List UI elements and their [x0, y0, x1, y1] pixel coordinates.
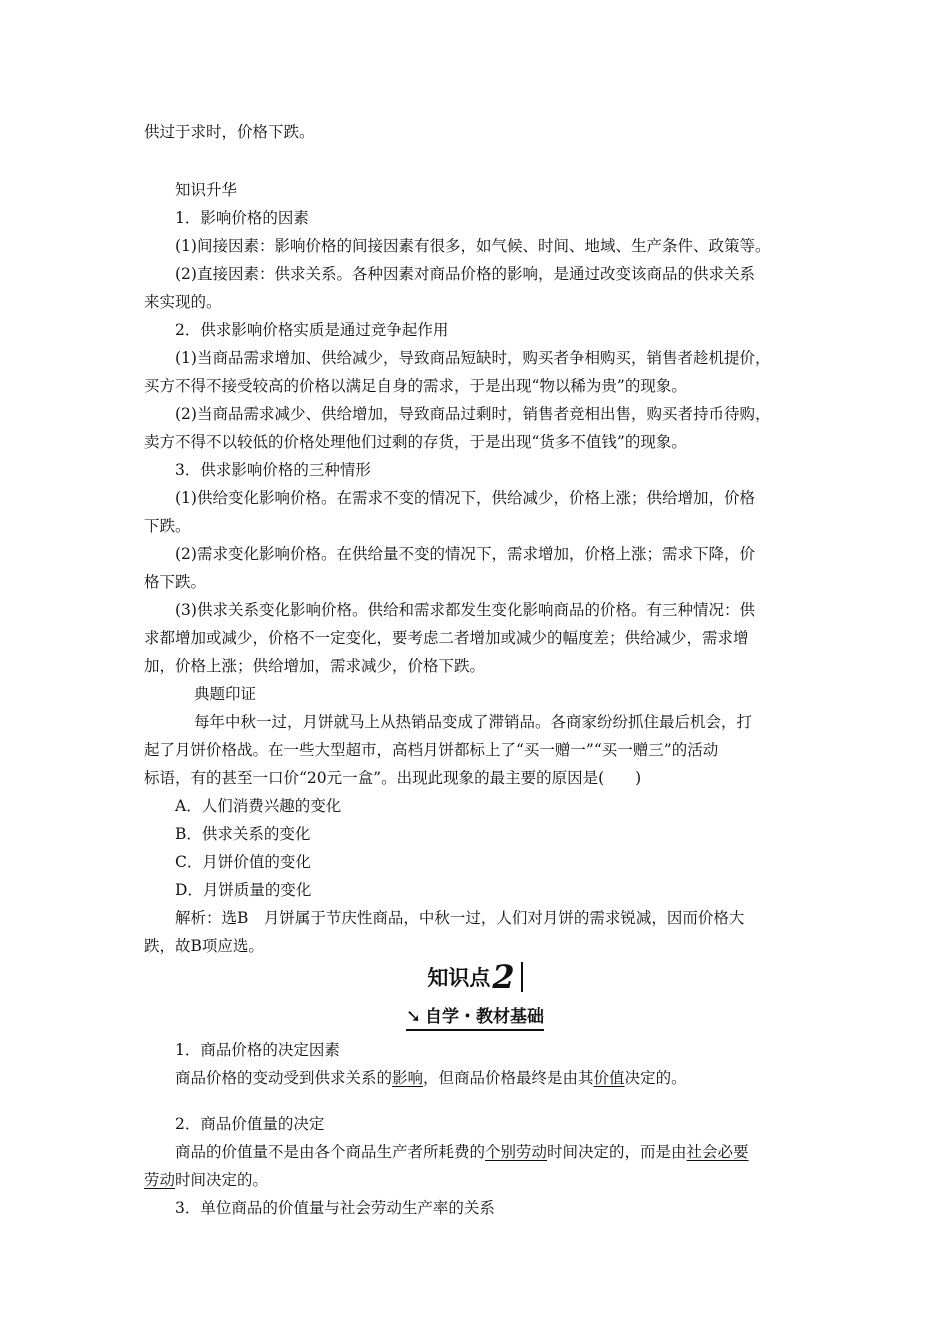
text-line: (1)间接因素：影响价格的间接因素有很多，如气候、时间、地域、生产条件、政策等。 — [175, 237, 771, 255]
option-c: C．月饼价值的变化 — [175, 853, 311, 871]
heading-item-3: 3．单位商品的价值量与社会劳动生产率的关系 — [175, 1199, 495, 1217]
text-line: (1)当商品需求增加、供给减少，导致商品短缺时，购买者争相购买，销售者趁机提价， — [175, 349, 771, 367]
fill-in-sentence: 商品价格的变动受到供求关系的影响，但商品价格最终是由其价值决定的。 — [175, 1069, 687, 1087]
fill-in-sentence: 劳动时间决定的。 — [144, 1171, 269, 1189]
question-text: 每年中秋一过，月饼就马上从热销品变成了滞销品。各商家纷纷抓住最后机会，打 — [194, 713, 753, 731]
text-line: (1)供给变化影响价格。在需求不变的情况下，供给减少，价格上涨；供给增加，价格 — [175, 489, 755, 507]
text-line: 卖方不得不以较低的价格处理他们过剩的存货，于是出现“货多不值钱”的现象。 — [144, 433, 687, 451]
text-line: 买方不得不接受较高的价格以满足自身的需求，于是出现“物以稀为贵”的现象。 — [144, 377, 687, 395]
option-d: D．月饼质量的变化 — [175, 881, 312, 899]
heading-item-1: 1．商品价格的决定因素 — [175, 1041, 340, 1059]
heading-knowledge-upgrade: 知识升华 — [175, 181, 238, 199]
heading-item-2: 2．供求影响价格实质是通过竞争起作用 — [175, 321, 449, 339]
heading-example: 典题印证 — [194, 685, 257, 703]
blank-answer: 个别劳动 — [485, 1143, 548, 1161]
section-divider — [521, 962, 523, 992]
option-b: B．供求关系的变化 — [175, 825, 311, 843]
section-heading — [0, 958, 950, 996]
heading-item-1: 1．影响价格的因素 — [175, 209, 309, 227]
text-line: 下跌。 — [144, 517, 191, 535]
section-subtitle: 自学・教材基础 — [425, 1007, 545, 1027]
answer-analysis: 解析：选B 月饼属于节庆性商品，中秋一过，人们对月饼的需求锐减，因而价格大 — [175, 909, 745, 927]
text-line: 供过于求时，价格下跌。 — [144, 123, 315, 141]
section-subheading — [0, 1002, 950, 1031]
text-line: (2)直接因素：供求关系。各种因素对商品价格的影响，是通过改变该商品的供求关系 — [175, 265, 755, 283]
text-line: 加，价格上涨；供给增加，需求减少，价格下跌。 — [144, 657, 486, 675]
text-line: (3)供求关系变化影响价格。供给和需求都发生变化影响商品的价格。有三种情况：供 — [175, 601, 755, 619]
arrow-down-right-icon: ➘ — [405, 1006, 422, 1027]
option-a: A．人们消费兴趣的变化 — [175, 797, 342, 815]
text-line: 格下跌。 — [144, 573, 207, 591]
heading-item-3: 3．供求影响价格的三种情形 — [175, 461, 371, 479]
section-number: 2 — [492, 958, 515, 996]
text-line: (2)当商品需求减少、供给增加，导致商品过剩时，销售者竞相出售，购买者持币待购， — [175, 405, 771, 423]
blank-answer: 影响 — [392, 1069, 424, 1087]
heading-item-2: 2．商品价值量的决定 — [175, 1115, 325, 1133]
question-text: 起了月饼价格战。在一些大型超市，高档月饼都标上了“买一赠一”“买一赠三”的活动 — [144, 741, 719, 759]
text-line: 来实现的。 — [144, 293, 222, 311]
blank-answer: 社会必要 — [686, 1143, 749, 1161]
section-title: 知识点 — [427, 966, 491, 990]
question-text: 标语，有的甚至一口价“20元一盒”。出现此现象的最主要的原因是( ) — [144, 769, 642, 787]
blank-answer: 劳动 — [144, 1171, 176, 1189]
blank-answer: 价值 — [593, 1069, 625, 1087]
fill-in-sentence: 商品的价值量不是由各个商品生产者所耗费的个别劳动时间决定的，而是由社会必要 — [175, 1143, 749, 1161]
text-line: 求都增加或减少，价格不一定变化，要考虑二者增加或减少的幅度差；供给减少，需求增 — [144, 629, 749, 647]
text-line: (2)需求变化影响价格。在供给量不变的情况下，需求增加，价格上涨；需求下降，价 — [175, 545, 755, 563]
answer-analysis: 跌，故B项应选。 — [144, 937, 264, 955]
